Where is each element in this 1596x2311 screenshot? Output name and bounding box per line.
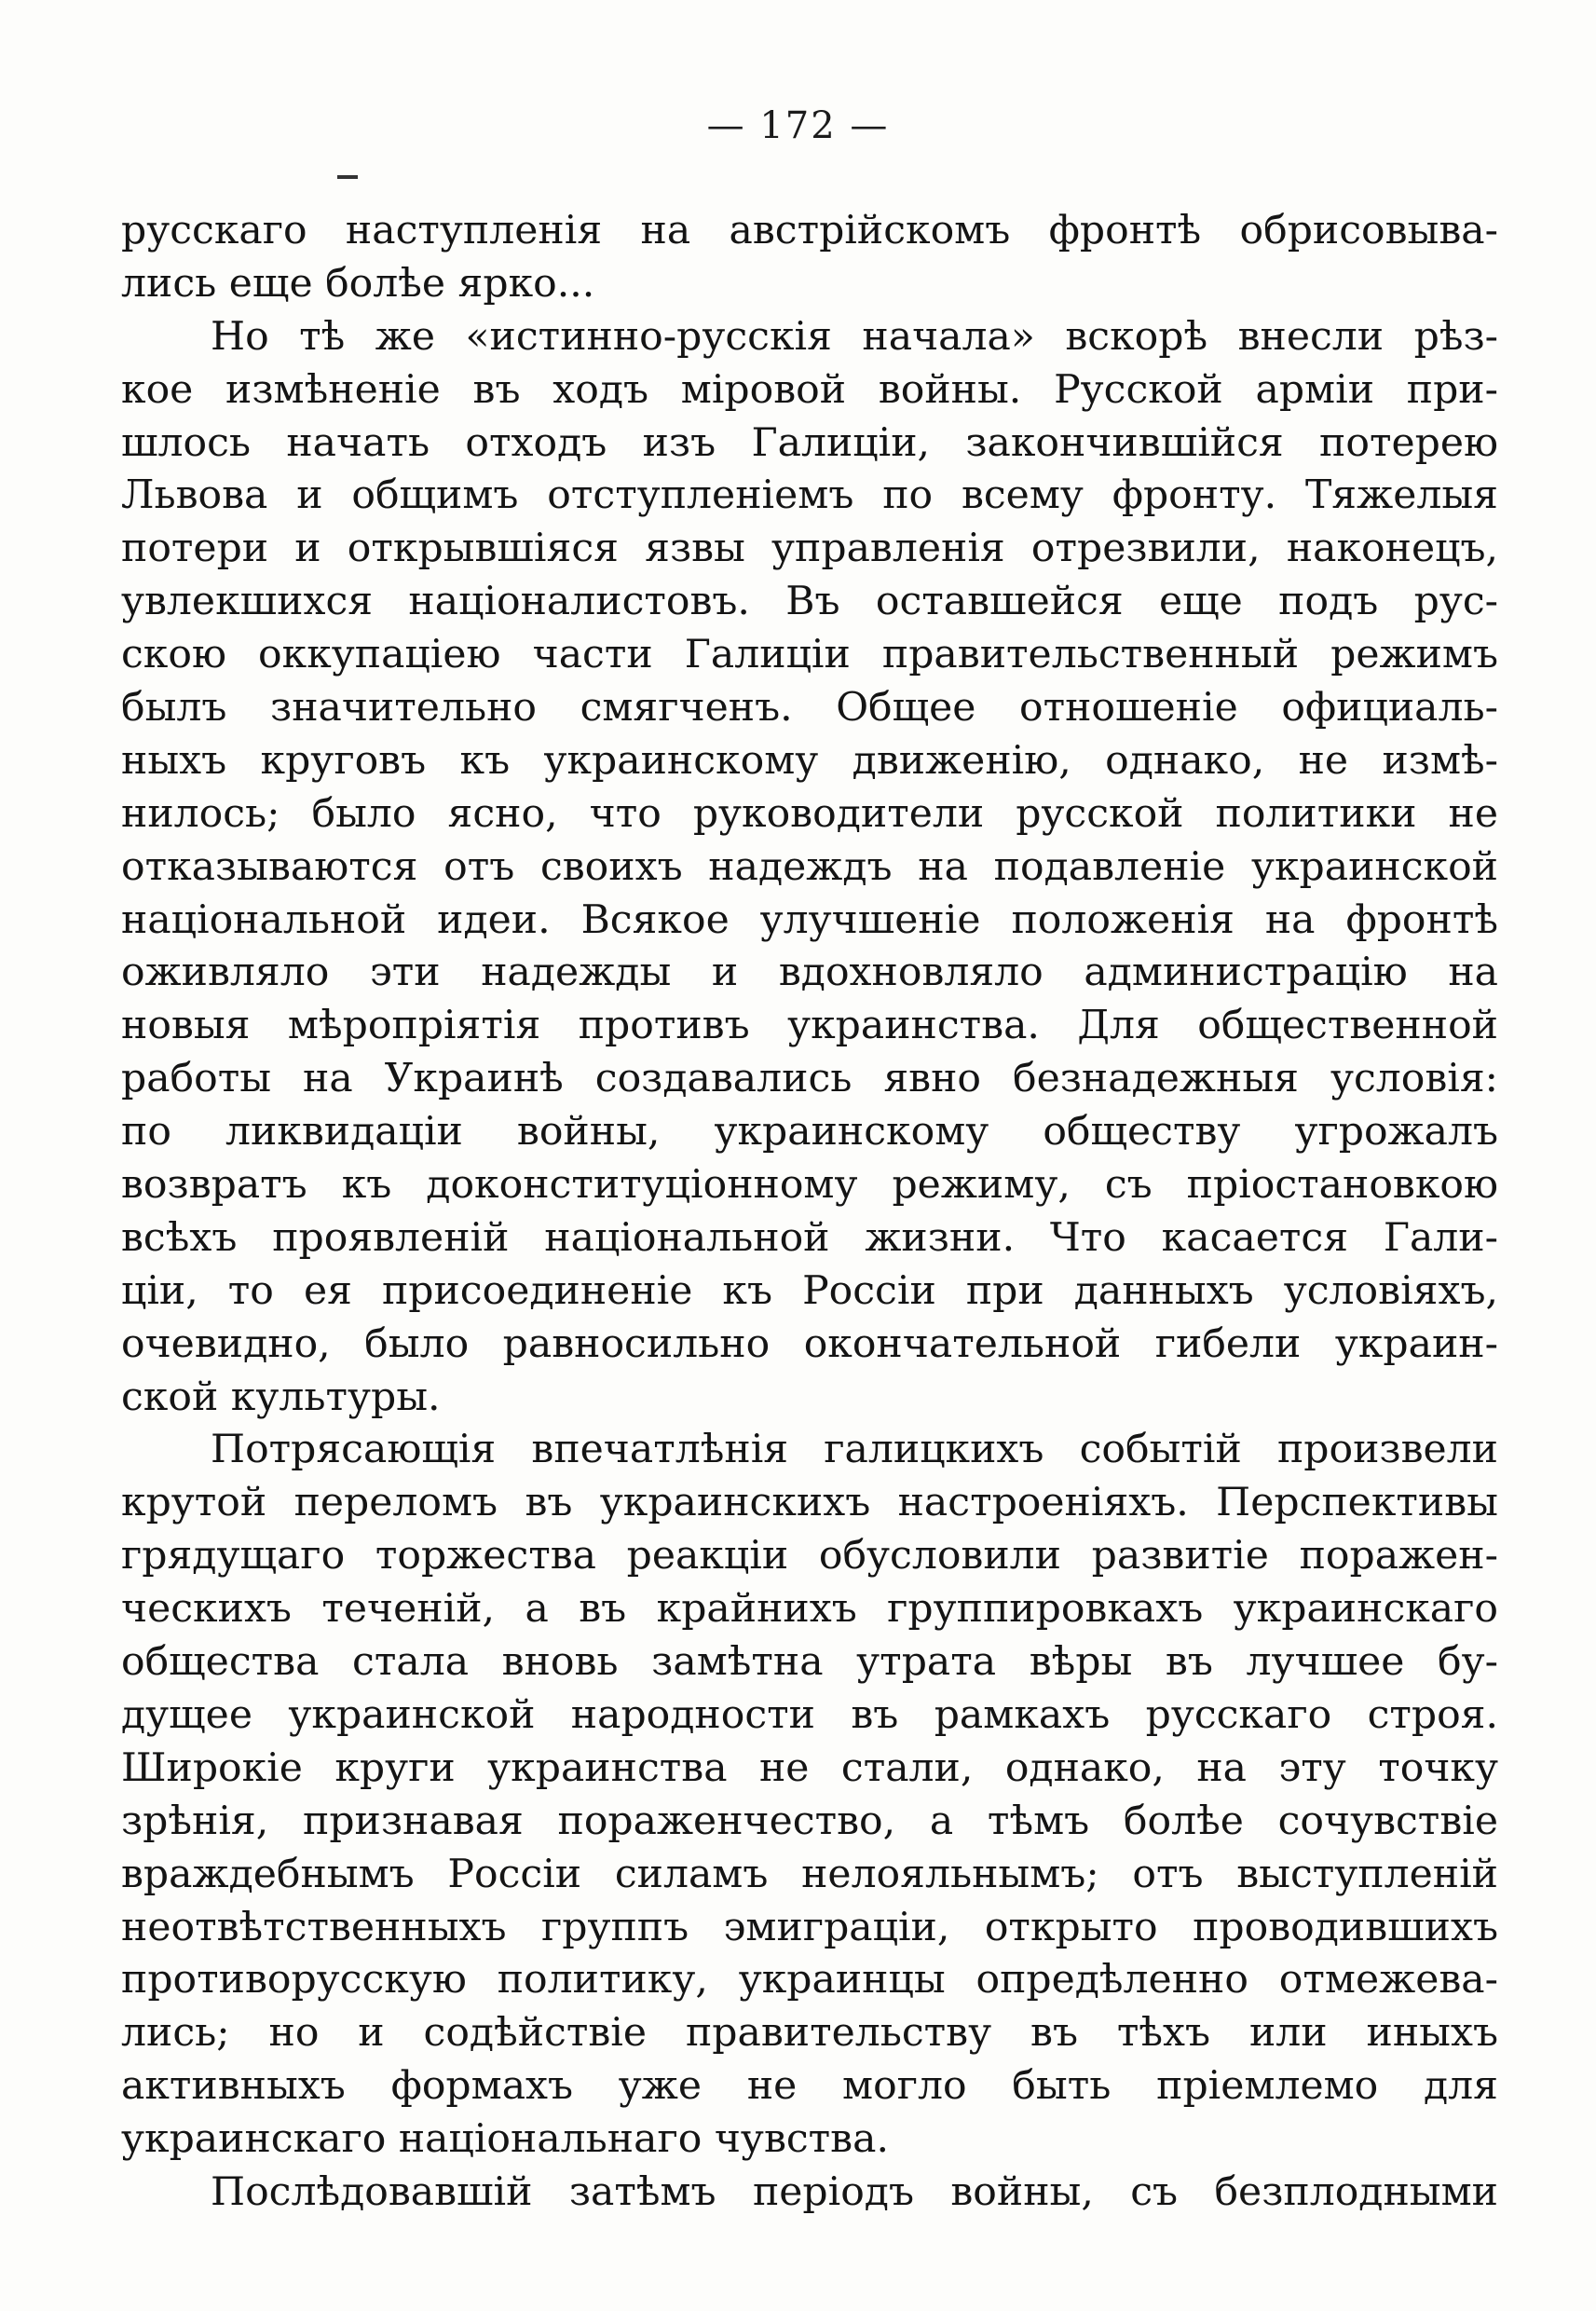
text-line: возвратъ къ доконституціонному режиму, съ пріостановкою	[121, 1162, 1498, 1209]
text-line: по ликвидаціи войны, украинскому обществу угрожалъ	[121, 1109, 1498, 1156]
text-line: крутой переломъ въ украинскихъ настроеніяхъ. Перспективы	[121, 1480, 1498, 1526]
text-line: Широкіе круги украинства не стали, однако, на эту точку	[121, 1744, 1498, 1791]
text-line: украинскаго національнаго чувства.	[121, 2116, 889, 2163]
text-line: былъ значительно смягченъ. Общее отношеніе официаль-	[121, 685, 1498, 732]
text-line: всѣхъ проявленій національной жизни. Что касается Гали-	[121, 1214, 1498, 1261]
text-line: враждебнымъ Россіи силамъ нелояльнымъ; отъ выступленій	[121, 1851, 1498, 1897]
text-line: ской культуры.	[121, 1374, 441, 1420]
text-line: общества стала вновь замѣтна утрата вѣры въ лучшее бу-	[121, 1639, 1498, 1686]
text-line: очевидно, было равносильно окончательной гибели украин-	[121, 1320, 1498, 1367]
body-text	[121, 205, 1498, 2220]
paragraph-start-line: Потрясающія впечатлѣнія галицкихъ событій произвели	[211, 1427, 1498, 1473]
text-line: отказываются отъ своихъ надеждъ на подавленіе украинской	[121, 843, 1498, 890]
text-line: русскаго наступленія на австрійскомъ фронтѣ обрисовыва-	[121, 208, 1498, 253]
text-line: скою оккупаціею части Галиціи правительственный режимъ	[121, 632, 1498, 678]
text-line: активныхъ формахъ уже не могло быть пріемлемо для	[121, 2063, 1498, 2110]
text-line: ческихъ теченій, а въ крайнихъ группировкахъ украинскаго	[121, 1586, 1498, 1633]
text-line: зрѣнія, признавая пораженчество, а тѣмъ болѣе сочувствіе	[121, 1798, 1498, 1844]
text-line: неотвѣтственныхъ группъ эмиграціи, открыто проводившихъ	[121, 1904, 1498, 1950]
text-line: оживляло эти надежды и вдохновляло администрацію на	[121, 950, 1498, 996]
paragraph-start-line: Послѣдовавшій затѣмъ періодъ войны, съ безплодными	[211, 2168, 1498, 2215]
text-line: увлекшихся націоналистовъ. Въ оставшейся еще подъ рус-	[121, 579, 1498, 625]
text-line: грядущаго торжества реакціи обусловили развитіе поражен-	[121, 1533, 1498, 1579]
text-line: лись; но и содѣйствіе правительству въ тѣхъ или иныхъ	[121, 2010, 1498, 2057]
text-line: противорусскую политику, украинцы опредѣленно отмежева-	[121, 1957, 1498, 2003]
text-line: нилось; было ясно, что руководители русской политики не	[121, 790, 1498, 837]
text-line: потери и открывшіяся язвы управленія отрезвили, наконецъ,	[121, 526, 1498, 572]
text-line: ціи, то ея присоединеніе къ Россіи при данныхъ условіяхъ,	[121, 1267, 1498, 1314]
text-line: кое измѣненіе въ ходъ міровой войны. Русской арміи при-	[121, 366, 1498, 413]
text-line: національной идеи. Всякое улучшеніе положенія на фронтѣ	[121, 896, 1498, 943]
text-line: ныхъ круговъ къ украинскому движенію, однако, не измѣ-	[121, 737, 1498, 784]
text-line: дущее украинской народности въ рамкахъ русскаго строя.	[121, 1691, 1498, 1738]
stray-print-mark	[337, 175, 358, 179]
paragraph-start-line: Но тѣ же «истинно-русскія начала» вскорѣ внесли рѣз-	[211, 313, 1498, 360]
text-line: работы на Украинѣ создавались явно безнадежныя условія:	[121, 1056, 1498, 1102]
text-line: лись еще болѣе ярко...	[121, 260, 595, 307]
text-line: шлось начать отходъ изъ Галиціи, закончившійся потерею	[121, 419, 1498, 466]
text-line: новыя мѣропріятія противъ украинства. Для общественной	[121, 1003, 1498, 1049]
page-number: — 172 —	[706, 104, 890, 147]
text-line: Львова и общимъ отступленіемъ по всему фронту. Тяжелыя	[121, 472, 1498, 519]
